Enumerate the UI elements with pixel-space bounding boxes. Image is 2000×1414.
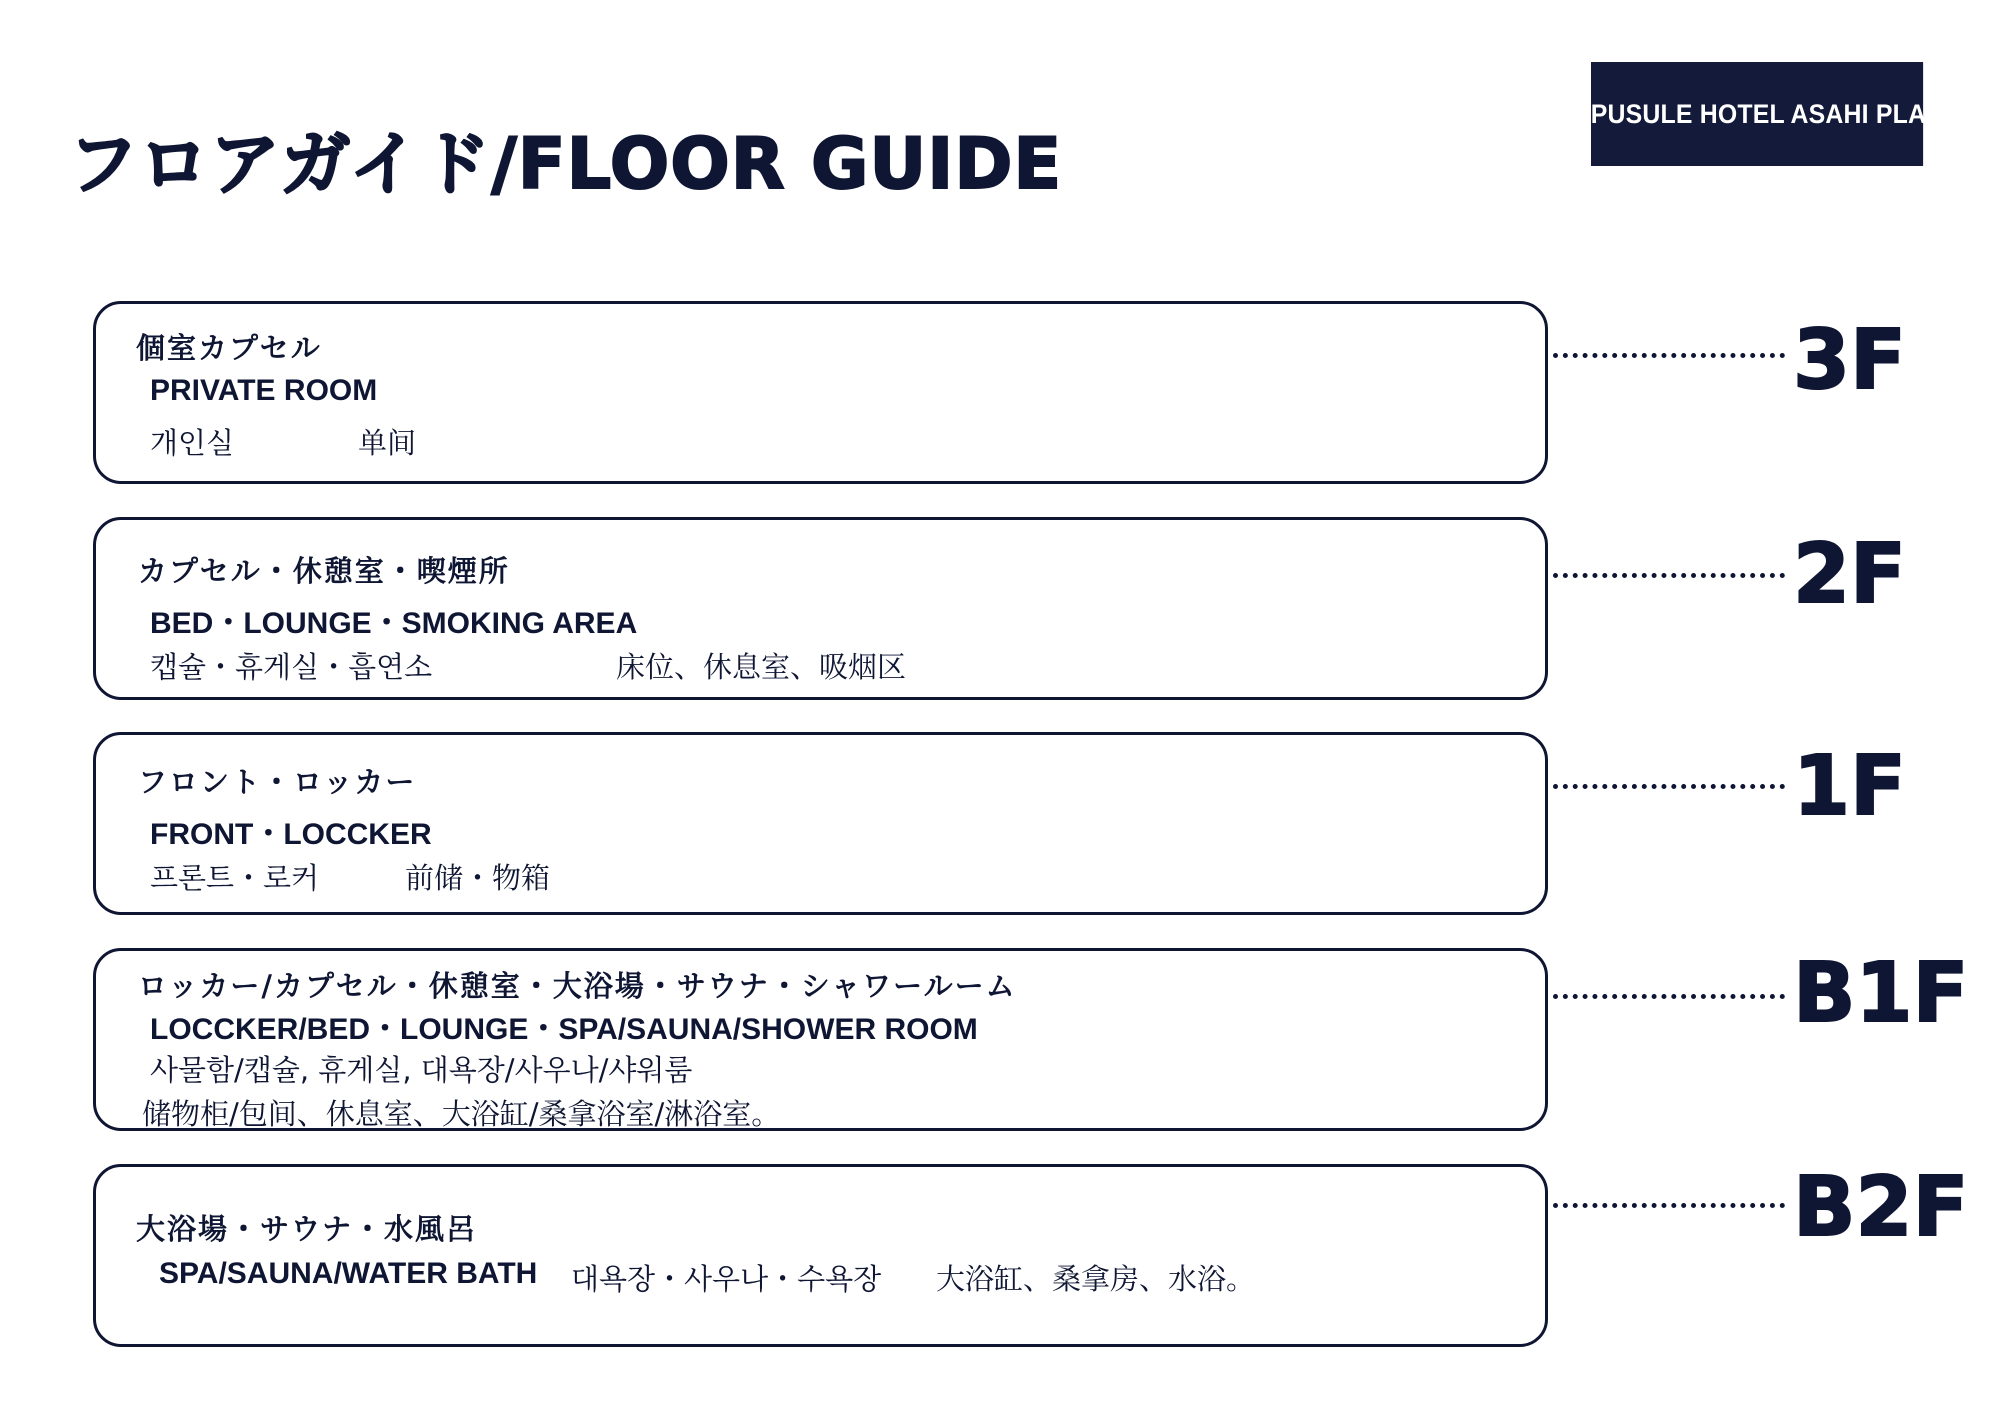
floor-connector-1f <box>1553 784 1785 789</box>
hotel-name-badge <box>1554 62 1960 166</box>
floor-card-1f <box>93 732 1548 915</box>
floor-label-3f: 3F <box>1793 313 1907 408</box>
floor-b2f-japanese: 大浴場・サウナ・水風呂 <box>136 1212 478 1246</box>
floor-b2f-korean: 대욕장・사우나・수욕장 <box>571 1262 882 1296</box>
floor-connector-3f <box>1553 353 1785 358</box>
page-title: フロアガイド/FLOOR GUIDE <box>68 123 1063 205</box>
floor-b1f-chinese: 储物柜/包间、休息室、大浴缸/桑拿浴室/淋浴室。 <box>142 1097 781 1131</box>
floor-label-b1f: B1F <box>1793 946 1969 1041</box>
floor-connector-b1f <box>1553 994 1785 999</box>
floor-1f-chinese: 前储・物箱 <box>405 861 551 895</box>
floor-2f-korean: 캡슐・휴게실・흡연소 <box>150 650 433 684</box>
floor-1f-english: FRONT・LOCCKER <box>150 818 432 851</box>
floor-3f-english: PRIVATE ROOM <box>150 374 378 407</box>
floor-label-1f: 1F <box>1793 739 1907 834</box>
floor-2f-chinese: 床位、休息室、吸烟区 <box>616 650 907 684</box>
floor-b1f-korean: 사물함/캡슐, 휴게실, 대욕장/사우나/샤워룸 <box>150 1053 693 1087</box>
floor-label-2f: 2F <box>1793 527 1907 622</box>
floor-2f-japanese: カプセル・休憩室・喫煙所 <box>138 554 510 588</box>
floor-b2f-chinese: 大浴缸、桑拿房、水浴。 <box>936 1262 1256 1296</box>
floor-3f-korean: 개인실 <box>150 426 235 460</box>
floor-connector-2f <box>1553 573 1785 578</box>
floor-b2f-english: SPA/SAUNA/WATER BATH <box>159 1257 538 1290</box>
floor-label-b2f: B2F <box>1793 1160 1969 1255</box>
floor-card-2f <box>93 517 1548 700</box>
floor-card-3f <box>93 301 1548 484</box>
floor-1f-japanese: フロント・ロッカー <box>138 765 417 799</box>
floor-b1f-english: LOCCKER/BED・LOUNGE・SPA/SAUNA/SHOWER ROOM <box>150 1013 978 1046</box>
floor-2f-english: BED・LOUNGE・SMOKING AREA <box>150 607 638 640</box>
hotel-name: CAPUSULE HOTEL ASAHI PLAZA <box>1554 98 1960 129</box>
floor-1f-korean: 프론트・로커 <box>150 861 320 895</box>
floor-card-b1f <box>93 948 1548 1131</box>
floor-3f-japanese: 個室カプセル <box>136 331 322 365</box>
floor-b1f-japanese: ロッカー/カプセル・休憩室・大浴場・サウナ・シャワールーム <box>138 969 1017 1003</box>
floor-3f-chinese: 单间 <box>358 426 417 460</box>
floor-card-b2f <box>93 1164 1548 1347</box>
floor-connector-b2f <box>1553 1203 1785 1208</box>
